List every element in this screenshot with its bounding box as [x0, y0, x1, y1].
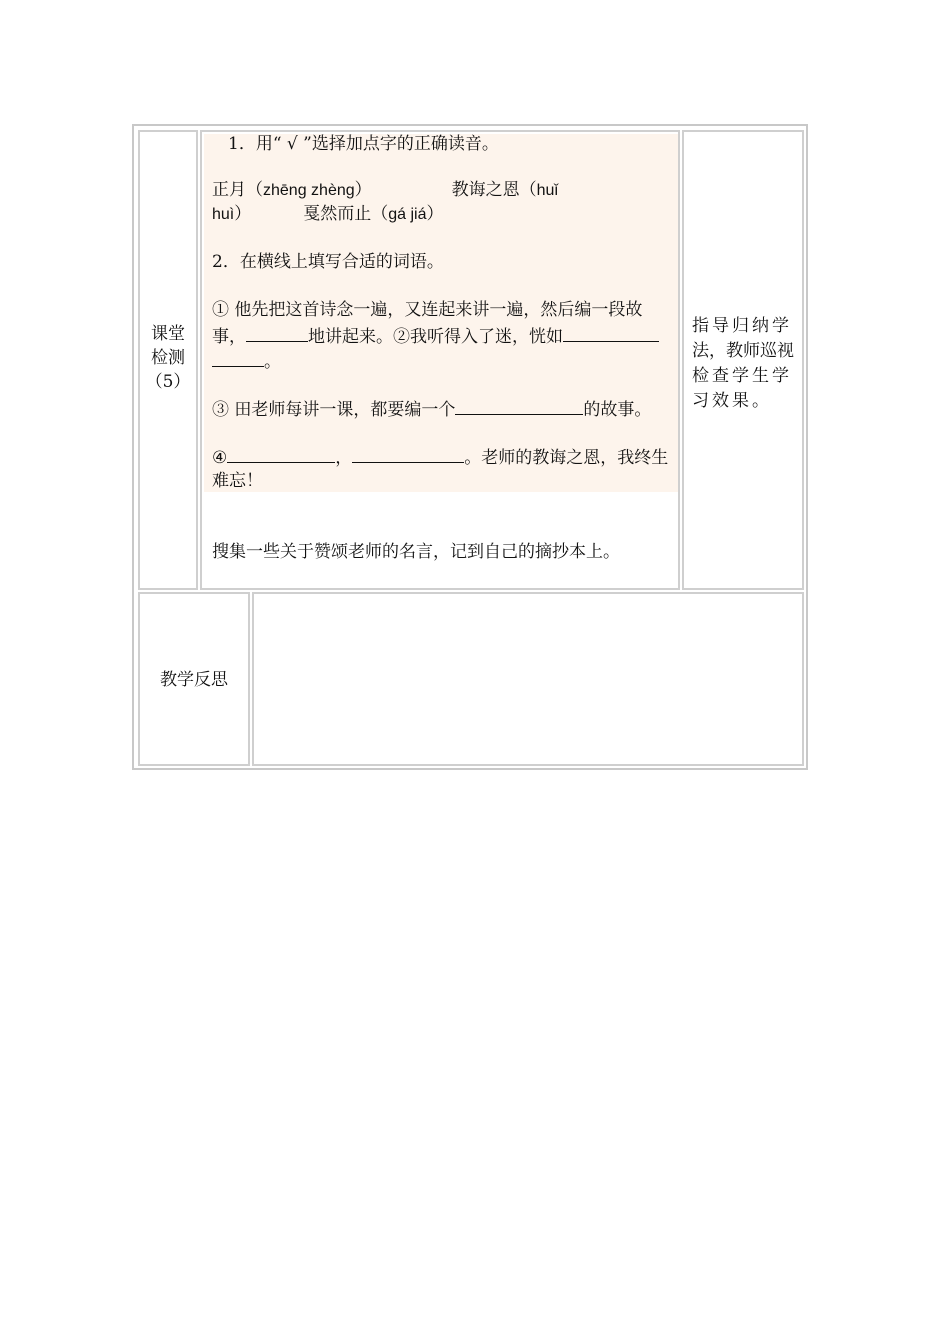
- q2-item1-line1: ① 他先把这首诗念一遍，又连起来讲一遍，然后编一段故: [212, 300, 643, 320]
- reflection-label: 教学反思: [160, 670, 228, 690]
- fill-blank[interactable]: [563, 323, 659, 342]
- q2-item3: ③ 田老师每讲一课，都要编一个 的故事。: [212, 396, 678, 423]
- section-label-cell: [138, 130, 198, 590]
- teaching-note-line-3: 检查学生学: [692, 366, 792, 386]
- fill-blank[interactable]: [227, 444, 335, 463]
- exercise-content-cell: [200, 130, 680, 590]
- teaching-note-line-4: 习效果。: [692, 391, 772, 411]
- fill-blank[interactable]: [352, 444, 464, 463]
- fill-blank[interactable]: [246, 323, 308, 342]
- teaching-note-line-1: 指导归纳学: [692, 316, 792, 336]
- homework-text: 搜集一些关于赞颂老师的名言，记到自己的摘抄本上。: [212, 542, 620, 562]
- fill-blank[interactable]: [455, 396, 583, 415]
- q2-item1-line2: 事， 地讲起来。②我听得入了迷，恍如: [212, 323, 678, 350]
- fill-blank[interactable]: [212, 348, 264, 367]
- section-label-line-3: （5）: [145, 372, 191, 392]
- section-label-line-1: 课堂: [151, 324, 185, 344]
- teaching-note-line-2: 法，教师巡视: [692, 341, 794, 361]
- q1-line-2: huì） 戛然而止（gá jiá）: [212, 204, 444, 224]
- q1-title: 1．用“ √ ”选择加点字的正确读音。: [228, 134, 499, 154]
- teaching-note-cell: [682, 130, 804, 590]
- q2-item4-line2: 难忘！: [212, 471, 263, 491]
- reflection-content-cell[interactable]: [252, 592, 804, 766]
- q2-title: 2．在横线上填写合适的词语。: [212, 252, 444, 272]
- q1-line-1: 正月（zhēng zhèng） 教诲之恩（huǐ: [212, 180, 558, 200]
- q2-item4-line1: ④ ， 。老师的教诲之恩，我终生: [212, 444, 678, 471]
- section-label-line-2: 检测: [151, 348, 185, 368]
- lesson-table: [132, 124, 808, 770]
- reflection-label-cell: [138, 592, 250, 766]
- q2-item1-line3: 。: [212, 348, 678, 375]
